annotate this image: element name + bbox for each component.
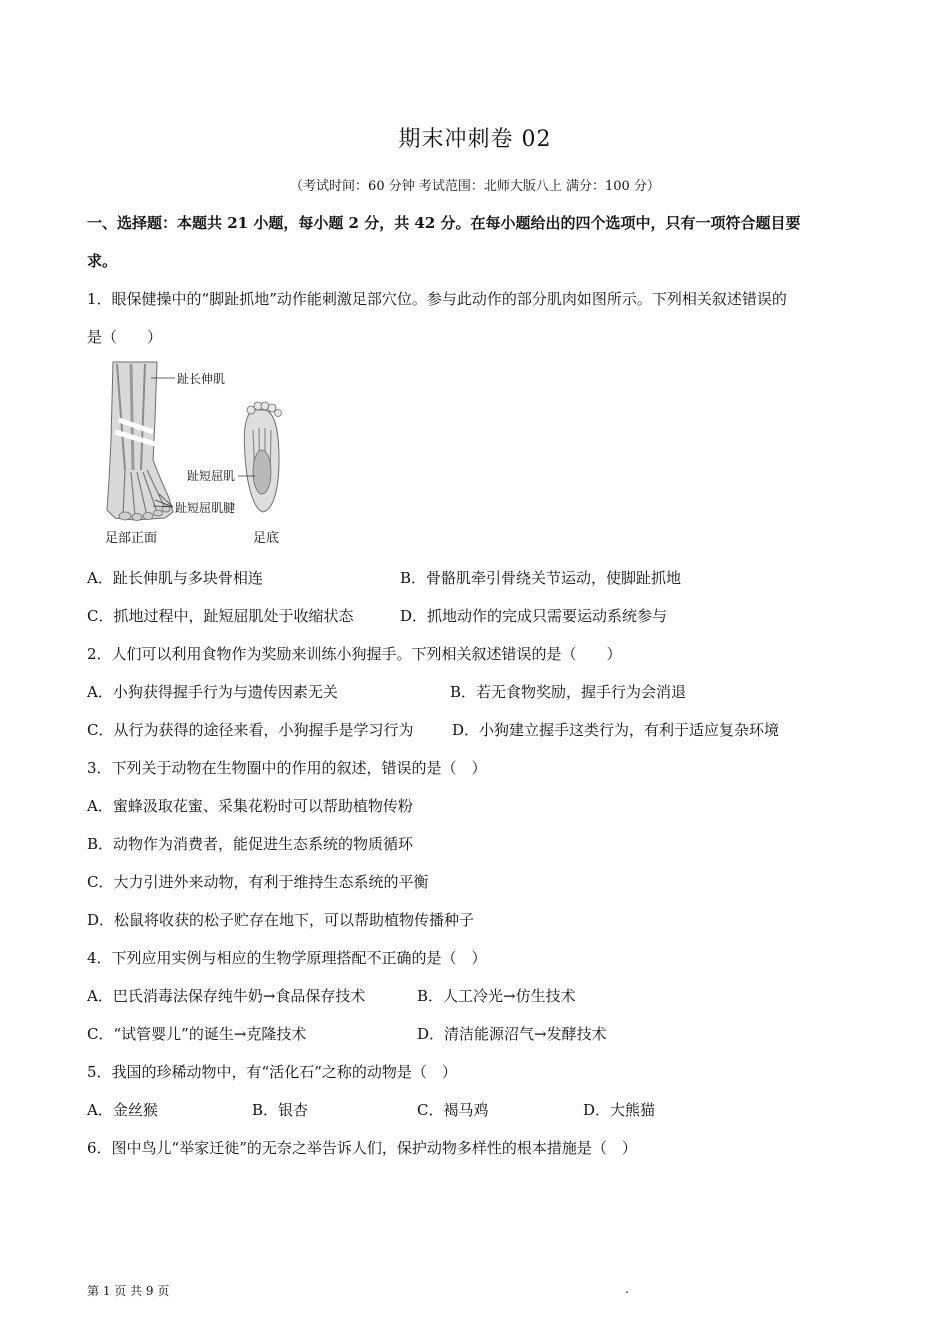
q4-option-c[interactable]: C．“试管婴儿”的诞生→克隆技术	[87, 1025, 307, 1043]
label-extensor-digitorum-longus: 趾长伸肌	[177, 372, 226, 386]
label-flexor-digitorum-brevis: 趾短屈肌	[187, 469, 236, 483]
q4-stem: 4．下列应用实例与相应的生物学原理搭配不正确的是（ ）	[87, 949, 487, 967]
q5-option-c[interactable]: C．褐马鸡	[417, 1101, 489, 1119]
q1-option-d[interactable]: D．抓地动作的完成只需要运动系统参与	[400, 607, 668, 625]
caption-foot-front: 足部正面	[105, 531, 158, 546]
q5-option-a[interactable]: A．金丝猴	[87, 1101, 158, 1119]
exam-info: （考试时间：60 分钟 考试范围：北师大版八上 满分：100 分）	[290, 179, 660, 194]
q2-option-b[interactable]: B．若无食物奖励，握手行为会消退	[450, 683, 687, 701]
q2-stem: 2．人们可以利用食物作为奖励来训练小狗握手。下列相关叙述错误的是（ ）	[87, 645, 622, 663]
q4-option-d[interactable]: D．清洁能源沼气→发酵技术	[417, 1025, 607, 1043]
q3-option-c[interactable]: C．大力引进外来动物，有利于维持生态系统的平衡	[87, 873, 429, 891]
foot-muscle-illustration	[95, 360, 295, 550]
foot-muscle-figure	[95, 360, 295, 550]
q1-stem-line2: 是（ ）	[87, 328, 163, 346]
q3-option-b[interactable]: B．动物作为消费者，能促进生态系统的物质循环	[87, 835, 414, 853]
page-title: 期末冲刺卷 02	[398, 127, 552, 152]
q1-option-c[interactable]: C．抓地过程中，趾短屈肌处于收缩状态	[87, 607, 354, 625]
q2-option-d[interactable]: D．小狗建立握手这类行为，有利于适应复杂环境	[452, 721, 780, 739]
q5-stem: 5．我国的珍稀动物中，有“活化石”之称的动物是（ ）	[87, 1063, 457, 1081]
q3-option-d[interactable]: D．松鼠将收获的松子贮存在地下，可以帮助植物传播种子	[87, 911, 475, 929]
q3-stem: 3．下列关于动物在生物圈中的作用的叙述，错误的是（ ）	[87, 759, 487, 777]
q1-stem-line1: 1．眼保健操中的“脚趾抓地”动作能刺激足部穴位。参与此动作的部分肌肉如图所示。下列相关叙述错误的	[87, 290, 787, 308]
q5-option-b[interactable]: B．银杏	[252, 1101, 309, 1119]
q2-option-c[interactable]: C．从行为获得的途径来看，小狗握手是学习行为	[87, 721, 414, 739]
q4-option-a[interactable]: A．巴氏消毒法保存纯牛奶→食品保存技术	[87, 987, 366, 1005]
footer-dot: .	[625, 1282, 629, 1296]
label-flexor-tendon: 趾短屈肌腱	[175, 501, 236, 515]
caption-foot-sole: 足底	[253, 531, 280, 546]
q1-option-a[interactable]: A．趾长伸肌与多块骨相连	[87, 569, 263, 587]
q1-option-b[interactable]: B．骨骼肌牵引骨绕关节运动，使脚趾抓地	[400, 569, 682, 587]
q4-option-b[interactable]: B．人工冷光→仿生技术	[417, 987, 576, 1005]
q2-option-a[interactable]: A．小狗获得握手行为与遗传因素无关	[87, 683, 338, 701]
section-heading-line2: 求。	[87, 252, 118, 270]
q3-option-a[interactable]: A．蜜蜂汲取花蜜、采集花粉时可以帮助植物传粉	[87, 797, 413, 815]
section-heading-line1: 一、选择题：本题共 21 小题，每小题 2 分，共 42 分。在每小题给出的四个选项中，只有一项符合题目要	[87, 214, 801, 232]
q5-option-d[interactable]: D．大熊猫	[583, 1101, 656, 1119]
q6-stem: 6．图中鸟儿“举家迁徙”的无奈之举告诉人们，保护动物多样性的根本措施是（ ）	[87, 1139, 637, 1157]
page-number: 第 1 页 共 9 页	[87, 1284, 170, 1298]
